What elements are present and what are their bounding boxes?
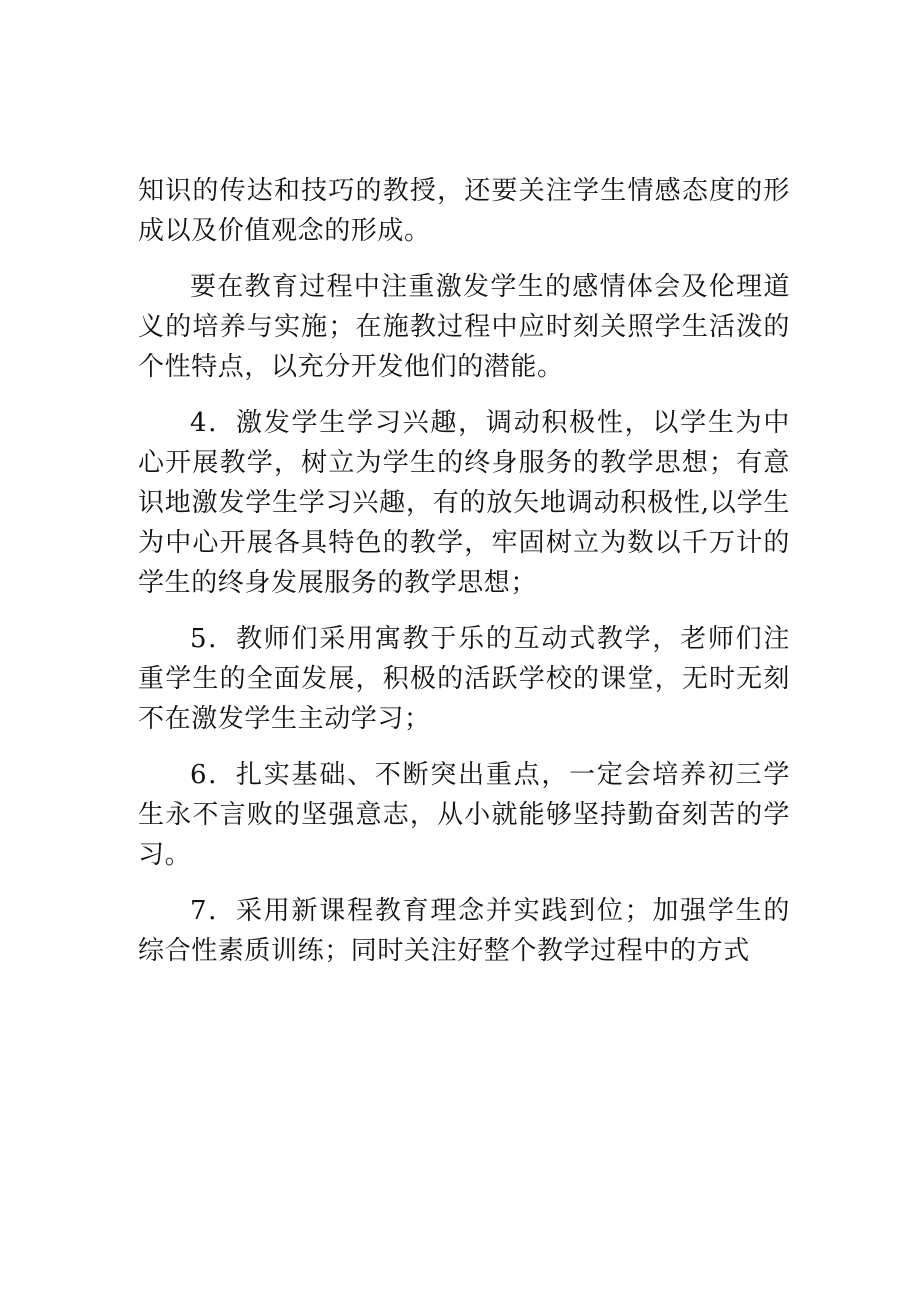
paragraph-item-6: 6．扎实基础、不断突出重点，一定会培养初三学生永不言败的坚强意志，从小就能够坚持勤奋刻苦的学习。	[138, 760, 790, 870]
paragraph-item-7: 7．采用新课程教育理念并实践到位；加强学生的综合性素质训练；同时关注好整个教学过程中的方式	[138, 896, 790, 966]
paragraph-item-4: 4．激发学生学习兴趣，调动积极性，以学生为中心开展教学，树立为学生的终身服务的教学思想；有意识地激发学生学习兴趣，有的放矢地调动积极性,以学生为中心开展各具特色的教学，牢固树立为数以千万计的学生的终身发展服务的教学思想；	[138, 408, 790, 598]
paragraph-2: 要在教育过程中注重激发学生的感情体会及伦理道义的培养与实施；在施教过程中应时刻关照学生活泼的个性特点，以充分开发他们的潜能。	[138, 272, 790, 382]
paragraph-1: 知识的传达和技巧的教授，还要关注学生情感态度的形成以及价值观念的形成。	[138, 176, 790, 246]
paragraph-item-5: 5．教师们采用寓教于乐的互动式教学，老师们注重学生的全面发展，积极的活跃学校的课堂，无时无刻不在激发学生主动学习；	[138, 624, 790, 734]
document-page	[138, 171, 790, 987]
